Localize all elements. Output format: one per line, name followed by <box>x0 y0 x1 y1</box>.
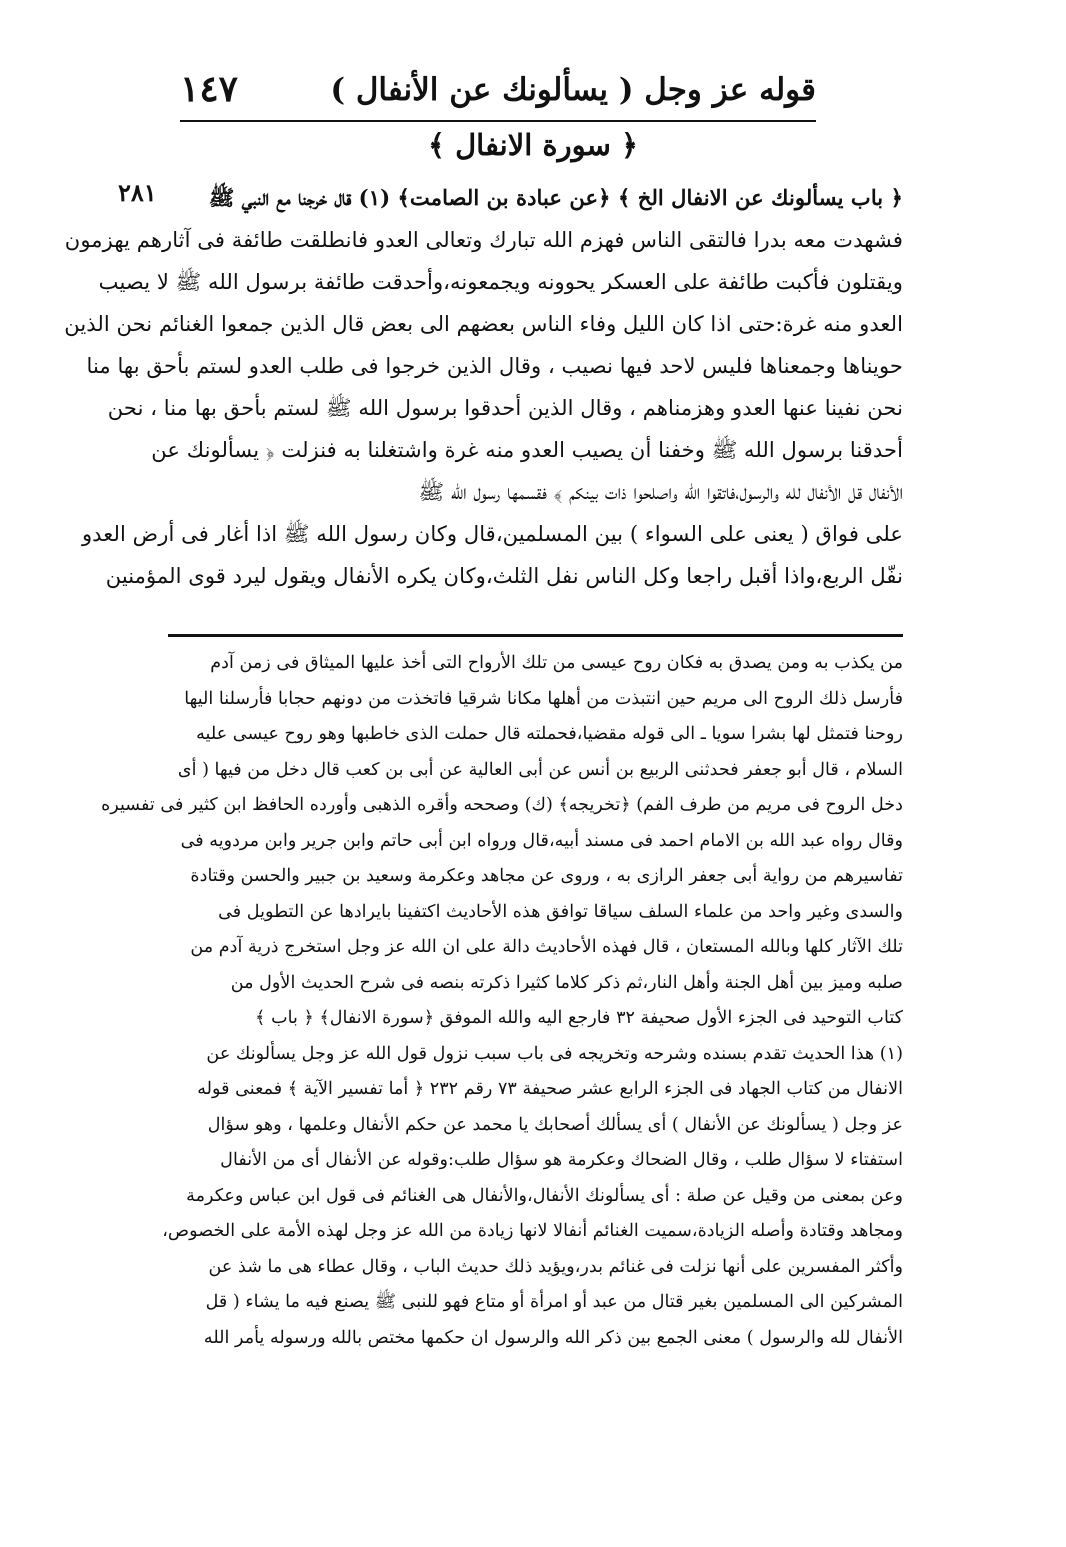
header-rule <box>180 120 816 122</box>
surah-title: ﴿ سورة الانفال ﴾ <box>428 128 638 162</box>
text-line: حويناها وجمعناها فليس لاحد فيها نصيب ، وقال الذين خرجوا فى طلب العدو لستم بأحق بها منا <box>86 353 903 378</box>
note-line: دخل الروح فى مريم من طرف الفم) ﴿تخريجه﴾ (ك) وصححه وأقره الذهبى وأورده الحافظ ابن كثير فى تفسيره <box>101 795 903 815</box>
note-line: استفتاء لا سؤال طلب ، وقال الضحاك وعكرمة هو سؤال طلب:وقوله عن الأنفال أى من الأنفال <box>220 1150 903 1170</box>
note-line: ومجاهد وقتادة وأصله الزيادة،سميت الغنائم أنفالا لانها زيادة من الله عز وجل لهذه الأمة على الخصوص، <box>162 1221 903 1241</box>
footnotes-commentary <box>101 646 903 1356</box>
hadith-number: ٢٨١ <box>118 178 157 207</box>
note-line: كتاب التوحيد فى الجزء الأول صحيفة ٣٢ فارجع اليه والله الموفق ﴿سورة الانفال﴾ ﴿ باب ﴾ <box>255 1008 903 1028</box>
note-line: صلبه وميز بين أهل الجنة وأهل النار،ثم ذكر كلاما كثيرا ذكرته بنصه فى شرح الحديث الأول من <box>230 972 903 993</box>
note-line: والسدى وغير واحد من علماء السلف سياقا توافق هذه الأحاديث اكتفينا بايرادها عن التطويل فى <box>218 901 903 922</box>
note-line: تلك الآثار كلها وبالله المستعان ، قال فهذه الأحاديث دالة على ان الله عز وجل استخرج ذرية آدم من <box>190 937 903 957</box>
note-line: من يكذب به ومن يصدق به فكان روح عيسى من تلك الأرواح التى أخذ عليها الميثاق فى زمن آدم <box>210 653 903 673</box>
running-title: قوله عز وجل ( يسألونك عن الأنفال ) <box>330 72 816 108</box>
text-line: أحدقنا برسول الله ﷺ وخفنا أن يصيب العدو منه غرة واشتغلنا به فنزلت ﴿ يسألونك عن <box>151 437 903 462</box>
text-line: ﴿ باب يسألونك عن الانفال الخ ﴾ ﴿عن عبادة بن الصامت﴾ (١) قال خرجنا مع النبي ﷺ <box>208 185 903 210</box>
note-line: الانفال من كتاب الجهاد فى الجزء الرابع عشر صحيفة ٧٣ رقم ٢٣٢ ﴿ أما تفسير الآية ﴾ فمعنى قوله <box>197 1079 903 1099</box>
page-number: ١٤٧ <box>180 68 239 110</box>
note-line: فأرسل ذلك الروح الى مريم حين انتبذت من أهلها مكانا شرقيا فاتخذت من دونهم حجابا فأرسلنا اليها <box>184 688 903 709</box>
text-line: فشهدت معه بدرا فالتقى الناس فهزم الله تبارك وتعالى العدو فانطلقت طائفة فى آثارهم يهزمون <box>64 227 903 252</box>
note-line: الأنفال لله والرسول ) معنى الجمع بين ذكر الله والرسول ان حكمها مختص بالله ورسوله يأمر الله <box>203 1327 903 1348</box>
text-line: نحن نفينا عنها العدو وهزمناهم ، وقال الذين أحدقوا برسول الله ﷺ لستم بأحق بها منا ، نحن <box>107 395 903 420</box>
page-header <box>180 68 816 120</box>
note-line: المشركين الى المسلمين بغير قتال من عبد أو امرأة أو متاع فهو للنبى ﷺ يصنع فيه ما يشاء ( قل <box>205 1292 903 1312</box>
text-line: الأنفال قل الأنفال لله والرسول،فاتقوا الله واصلحوا ذات بينكم ﴾ فقسمها رسول الله ﷺ <box>418 479 903 504</box>
note-line: السلام ، قال أبو جعفر فحدثنى الربيع بن أنس عن أبى العالية عن أبى بن كعب قال دخل من فيها ( أى <box>177 759 903 780</box>
note-line: عز وجل ( يسألونك عن الأنفال ) أى يسألك أصحابك يا محمد عن حكم الأنفال وعلمها ، وهو سؤال <box>207 1114 903 1135</box>
note-line: وقال رواه عبد الله بن الامام احمد فى مسند أبيه،قال ورواه ابن أبى حاتم وابن جرير وابن مردويه فى <box>180 830 903 851</box>
note-line: روحنا فتمثل لها بشرا سويا ـ الى قوله مقضيا،فحملته قال حملت الذى خاطبها وهو روح عيسى عليه <box>196 724 903 744</box>
text-line: ويقتلون فأكبت طائفة على العسكر يحوونه ويجمعونه،وأحدقت طائفة برسول الله ﷺ لا يصيب <box>98 269 903 294</box>
text-line: على فواق ( يعنى على السواء ) بين المسلمين،قال وكان رسول الله ﷺ اذا أغار فى أرض العدو <box>81 521 903 546</box>
text-line: العدو منه غرة:حتى اذا كان الليل وفاء الناس بعضهم الى بعض قال الذين جمعوا الغنائم نحن الذين <box>64 311 903 336</box>
note-line: تفاسيرهم من رواية أبى جعفر الرازى به ، وروى عن مجاهد وعكرمة وسعيد بن جبير والحسن وقتادة <box>190 866 903 886</box>
footnote-separator <box>168 634 903 637</box>
note-line: وعن بمعنى من وقيل عن صلة : أى يسألونك الأنفال،والأنفال هى الغنائم فى قول ابن عباس وعكرمة <box>186 1185 903 1206</box>
note-line: (١) هذا الحديث تقدم بسنده وشرحه وتخريجه فى باب سبب نزول قول الله عز وجل يسألونك عن <box>206 1043 903 1064</box>
text-line: نفّل الربع،واذا أقبل راجعا وكل الناس نفل الثلث،وكان يكره الأنفال ويقول ليرد قوى المؤمنين <box>105 563 903 588</box>
note-line: وأكثر المفسرين على أنها نزلت فى غنائم بدر،ويؤيد ذلك حديث الباب ، وقال عطاء هى ما شذ عن <box>208 1256 903 1277</box>
